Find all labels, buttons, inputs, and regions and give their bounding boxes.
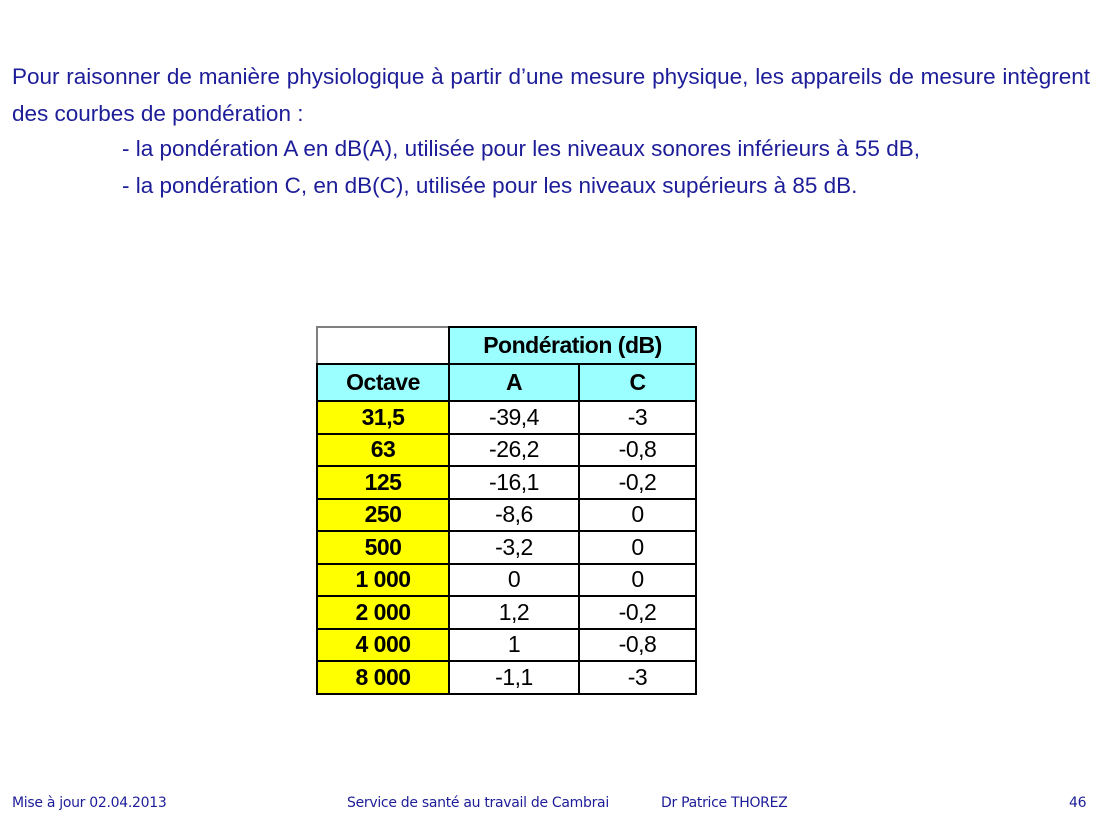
intro-paragraph: Pour raisonner de manière physiologique à partir d’une mesure physique, les appareils de mesure intègrent des courbes de pondération : — [12, 64, 1090, 126]
table-row — [317, 499, 696, 532]
table-row — [317, 401, 696, 434]
octave-cell: 4 000 — [317, 629, 449, 662]
a-value-cell: -3,2 — [449, 531, 579, 564]
c-value-cell: 0 — [579, 531, 696, 564]
a-value-cell: 1,2 — [449, 596, 579, 629]
c-value-cell: -3 — [579, 401, 696, 434]
octave-cell: 63 — [317, 434, 449, 467]
c-value-cell: -0,8 — [579, 434, 696, 467]
footer-page-number: 46 — [1069, 795, 1087, 811]
a-value-cell: -1,1 — [449, 661, 579, 694]
octave-cell: 8 000 — [317, 661, 449, 694]
a-value-cell: -39,4 — [449, 401, 579, 434]
weighting-table — [316, 326, 697, 695]
c-value-cell: -0,2 — [579, 596, 696, 629]
c-value-cell: 0 — [579, 499, 696, 532]
table-row — [317, 661, 696, 694]
footer-service: Service de santé au travail de Cambrai — [347, 795, 609, 811]
table-column-header-row — [317, 364, 696, 401]
table-row — [317, 434, 696, 467]
c-value-cell: 0 — [579, 564, 696, 597]
octave-cell: 31,5 — [317, 401, 449, 434]
footer-date: Mise à jour 02.04.2013 — [12, 795, 167, 811]
a-value-cell: -8,6 — [449, 499, 579, 532]
a-value-cell: -16,1 — [449, 466, 579, 499]
table-row — [317, 564, 696, 597]
octave-cell: 125 — [317, 466, 449, 499]
table-group-header-row — [317, 327, 696, 364]
table-row — [317, 596, 696, 629]
a-value-cell: 1 — [449, 629, 579, 662]
table-group-header: Pondération (dB) — [449, 327, 696, 364]
column-header-octave: Octave — [317, 364, 449, 401]
a-value-cell: -26,2 — [449, 434, 579, 467]
octave-cell: 2 000 — [317, 596, 449, 629]
c-value-cell: -0,2 — [579, 466, 696, 499]
table-row — [317, 629, 696, 662]
a-value-cell: 0 — [449, 564, 579, 597]
bullet-list — [12, 130, 1090, 204]
c-value-cell: -3 — [579, 661, 696, 694]
octave-cell: 250 — [317, 499, 449, 532]
table-corner-cell — [317, 327, 449, 364]
c-value-cell: -0,8 — [579, 629, 696, 662]
octave-cell: 500 — [317, 531, 449, 564]
table-row — [317, 466, 696, 499]
footer-author: Dr Patrice THOREZ — [661, 795, 788, 811]
column-header-a: A — [449, 364, 579, 401]
octave-cell: 1 000 — [317, 564, 449, 597]
bullet-weighting-a: - la pondération A en dB(A), utilisée pour les niveaux sonores inférieurs à 55 dB, — [122, 136, 920, 161]
column-header-c: C — [579, 364, 696, 401]
table-row — [317, 531, 696, 564]
bullet-weighting-c: - la pondération C, en dB(C), utilisée pour les niveaux supérieurs à 85 dB. — [122, 173, 858, 198]
